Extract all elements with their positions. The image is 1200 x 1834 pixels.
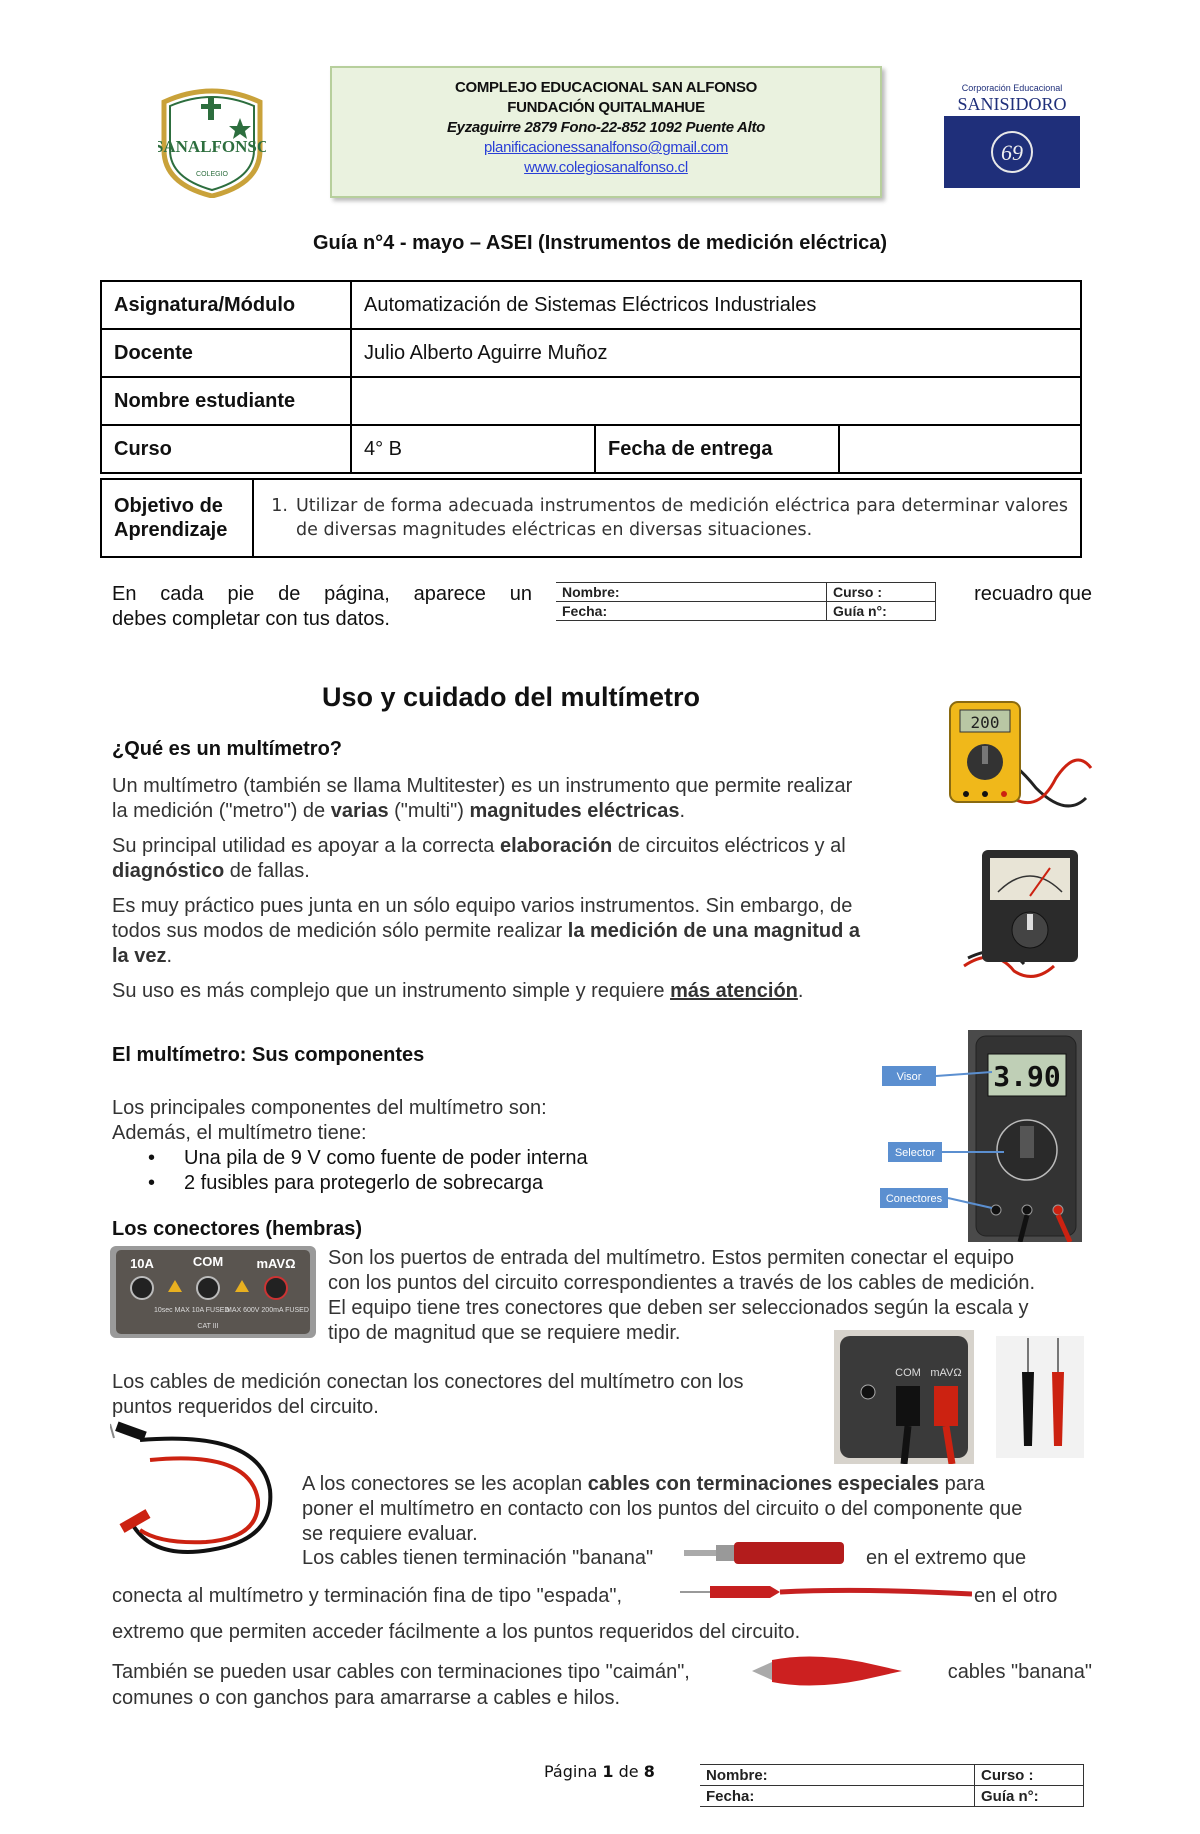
p1-bold-magnitudes: magnitudes eléctricas [469, 800, 680, 822]
connector-label-mav: mAVΩ [256, 1256, 296, 1271]
p2-line2 [112, 859, 932, 884]
logo-left-text: SANALFONSO [158, 137, 266, 156]
logo-left-sub: COLEGIO [196, 171, 228, 178]
footer-note-line1: En cada pie de página, aparece un [112, 583, 532, 605]
cables-paragraph [112, 1370, 812, 1420]
p2-line1 [112, 834, 932, 859]
page-number [544, 1762, 655, 1781]
teacher-label: Docente [101, 329, 351, 377]
lcd-reading-large: 3.90 [993, 1060, 1061, 1093]
p1-text-b: ("multi") [388, 800, 470, 822]
p4-line [112, 979, 932, 1004]
p3-line3 [112, 944, 932, 969]
bullet-fuses: • 2 fusibles para protegerlo de sobrecarga [112, 1171, 812, 1196]
mini-course-label: Curso : [827, 583, 936, 602]
p3-bold-a: la medición de una magnitud a [567, 920, 861, 942]
connector-small-cat: CAT III [197, 1323, 219, 1330]
p3-line2 [112, 919, 932, 944]
connectors-line3: El equipo tiene tres conectores que deben ser seleccionados según la escala y [328, 1297, 1029, 1319]
cables-line1: Los cables de medición conectan los conectores del multímetro con los [112, 1371, 744, 1393]
mini-data-box [556, 582, 936, 621]
components-line1: Los principales componentes del multímetro son: [112, 1097, 547, 1119]
banana-text-b: en el extremo que [866, 1547, 1027, 1569]
p1-bold-varias: varias [330, 800, 389, 822]
alligator-clip-image [752, 1654, 904, 1688]
p2-text-a: Su principal utilidad es apoyar a la correcta [112, 835, 500, 857]
paragraph-what-is [112, 774, 932, 1004]
probe-tips-image [996, 1336, 1084, 1458]
p4-text-b: . [797, 980, 804, 1002]
p4-bold-atencion: más atención [670, 980, 798, 1002]
due-date-label: Fecha de entrega [595, 425, 839, 473]
page-mid: de [613, 1762, 644, 1781]
special-cables-paragraph [302, 1472, 1102, 1547]
info-table [100, 280, 1082, 474]
special-line2: poner el multímetro en contacto con los puntos del circuito o del componente que [302, 1498, 1023, 1520]
objective-number: 1. [271, 496, 288, 516]
alligator-text-a: También se pueden usar cables con terminaciones tipo "caimán", [112, 1661, 690, 1683]
cables-line2: puntos requeridos del circuito. [112, 1396, 379, 1418]
spade-text-b: en el otro [974, 1585, 1058, 1607]
objective-text: Utilizar de forma adecuada instrumentos de medición eléctrica para determinar valores de diversas magnitudes eléctricas en diversas situaciones. [296, 496, 1068, 540]
callout-visor-label: Visor [896, 1071, 922, 1083]
email-link[interactable]: planificacionessanalfonso@gmail.com [483, 139, 729, 156]
p1-text-c: . [679, 800, 686, 822]
p1-line2 [112, 799, 932, 824]
special-text-a: A los conectores se les acoplan [302, 1473, 588, 1495]
components-line2: Además, el multímetro tiene: [112, 1122, 367, 1144]
foundation-name: FUNDACIÓN QUITALMAHUE [507, 99, 705, 116]
analog-multimeter-image [954, 846, 1094, 984]
p2-text-c: de fallas. [224, 860, 310, 882]
objective-label: Objetivo de Aprendizaje [101, 479, 253, 557]
p1-text-a: la medición ("metro") de [112, 800, 331, 822]
connector-label-10a: 10A [130, 1256, 154, 1271]
spade-line2: extremo que permiten acceder fácilmente a los puntos requeridos del circuito. [112, 1621, 801, 1643]
school-logo-right [944, 80, 1080, 188]
course-label: Curso [101, 425, 351, 473]
alligator-line2: comunes o con ganchos para amarrarse a cables e hilos. [112, 1687, 621, 1709]
components-text [112, 1096, 812, 1146]
plugged-connectors-image [834, 1330, 974, 1464]
website-link[interactable]: www.colegiosanalfonso.cl [524, 159, 688, 176]
school-header-box [330, 66, 882, 198]
svg-text:mAVΩ: mAVΩ [930, 1367, 962, 1379]
footer-course-field[interactable]: Curso : [975, 1765, 1084, 1786]
connectors-line4: tipo de magnitud que se requiere medir. [328, 1322, 681, 1344]
test-leads-image [110, 1420, 286, 1572]
svg-text:COM: COM [895, 1367, 921, 1379]
p2-text-b: de circuitos eléctricos y al [612, 835, 846, 857]
course-value: 4° B [351, 425, 595, 473]
multimeter-components-image [880, 1030, 1082, 1242]
connectors-panel-image [110, 1246, 316, 1338]
page-total: 8 [643, 1762, 655, 1781]
banana-plug-image [684, 1538, 844, 1568]
spade-tip-image [680, 1580, 972, 1604]
mini-guide-label: Guía n°: [827, 602, 936, 621]
p3-bold-b: la vez [112, 945, 167, 967]
lcd-reading-small: 200 [970, 713, 1000, 732]
logo-right-badge: 69 [1001, 140, 1023, 165]
alligator-text-b: cables "banana" [947, 1661, 1092, 1683]
callout-connectors-label: Conectores [885, 1193, 943, 1205]
digital-multimeter-image [936, 698, 1096, 828]
student-label: Nombre estudiante [101, 377, 351, 425]
p3-text-b: . [166, 945, 173, 967]
spade-text-a: conecta al multímetro y terminación fina de tipo "espada", [112, 1585, 623, 1607]
components-bullet-list [112, 1146, 812, 1196]
p4-text-a: Su uso es más complejo que un instrumento simple y requiere [112, 980, 671, 1002]
p3-line1: Es muy práctico pues junta en un sólo equipo varios instrumentos. Sin embargo, de [112, 895, 853, 917]
due-date-field[interactable] [839, 425, 1081, 473]
connector-small-10a: 10sec MAX 10A FUSED [154, 1307, 230, 1314]
footer-note-line2: debes completar con tus datos. [112, 608, 390, 630]
special-bold: cables con terminaciones especiales [587, 1473, 940, 1495]
logo-right-top: Corporación Educacional [961, 83, 1063, 93]
banana-text-a: Los cables tienen terminación "banana" [302, 1547, 654, 1569]
logo-right-name: SANISIDORO [957, 94, 1067, 114]
section-heading-multimeter: Uso y cuidado del multímetro [322, 682, 701, 712]
footer-note-after: recuadro que [974, 583, 1092, 605]
footer-guide-field[interactable]: Guía n°: [975, 1786, 1084, 1807]
footer-name-field[interactable]: Nombre: [700, 1765, 975, 1786]
connector-label-com: COM [192, 1254, 224, 1269]
question-heading: ¿Qué es un multímetro? [112, 738, 343, 760]
special-line1 [302, 1472, 1102, 1497]
connector-small-mav: MAX 600V 200mA FUSED [226, 1307, 309, 1314]
footer-date-field[interactable]: Fecha: [700, 1786, 975, 1807]
connectors-heading: Los conectores (hembras) [112, 1218, 363, 1240]
teacher-value: Julio Alberto Aguirre Muñoz [351, 329, 1081, 377]
school-logo-left [158, 80, 266, 198]
special-line3: se requiere evaluar. [302, 1523, 478, 1545]
page-title: Guía n°4 - mayo – ASEI (Instrumentos de medición eléctrica) [312, 232, 888, 254]
connectors-line2: con los puntos del circuito correspondientes a través de los cables de medición. [328, 1272, 1036, 1294]
p2-bold-elaboracion: elaboración [500, 835, 613, 857]
subject-value: Automatización de Sistemas Eléctricos Industriales [351, 281, 1081, 329]
school-name: COMPLEJO EDUCACIONAL SAN ALFONSO [454, 79, 758, 96]
school-address: Eyzaguirre 2879 Fono-22-852 1092 Puente Alto [446, 119, 766, 136]
mini-name-label: Nombre: [556, 583, 827, 602]
footer-note [112, 582, 532, 632]
connectors-paragraph [328, 1246, 1098, 1346]
student-name-field[interactable] [351, 377, 1081, 425]
p1-line1: Un multímetro (también se llama Multitester) es un instrumento que permite realizar [112, 775, 853, 797]
callout-selector-label: Selector [894, 1147, 936, 1159]
subject-label: Asignatura/Módulo [101, 281, 351, 329]
p2-bold-diagnostico: diagnóstico [112, 860, 225, 882]
objective-table [100, 478, 1082, 558]
components-heading: El multímetro: Sus componentes [112, 1044, 425, 1066]
special-text-b: para [939, 1473, 985, 1495]
mini-date-label: Fecha: [556, 602, 827, 621]
bullet-battery: • Una pila de 9 V como fuente de poder interna [112, 1146, 812, 1171]
p3-text-a: todos sus modos de medición sólo permite realizar [112, 920, 568, 942]
footer-data-box [700, 1764, 1084, 1807]
connectors-line1: Son los puertos de entrada del multímetro. Estos permiten conectar el equipo [328, 1247, 1014, 1269]
page-prefix: Página [544, 1762, 603, 1781]
page-current: 1 [602, 1762, 614, 1781]
